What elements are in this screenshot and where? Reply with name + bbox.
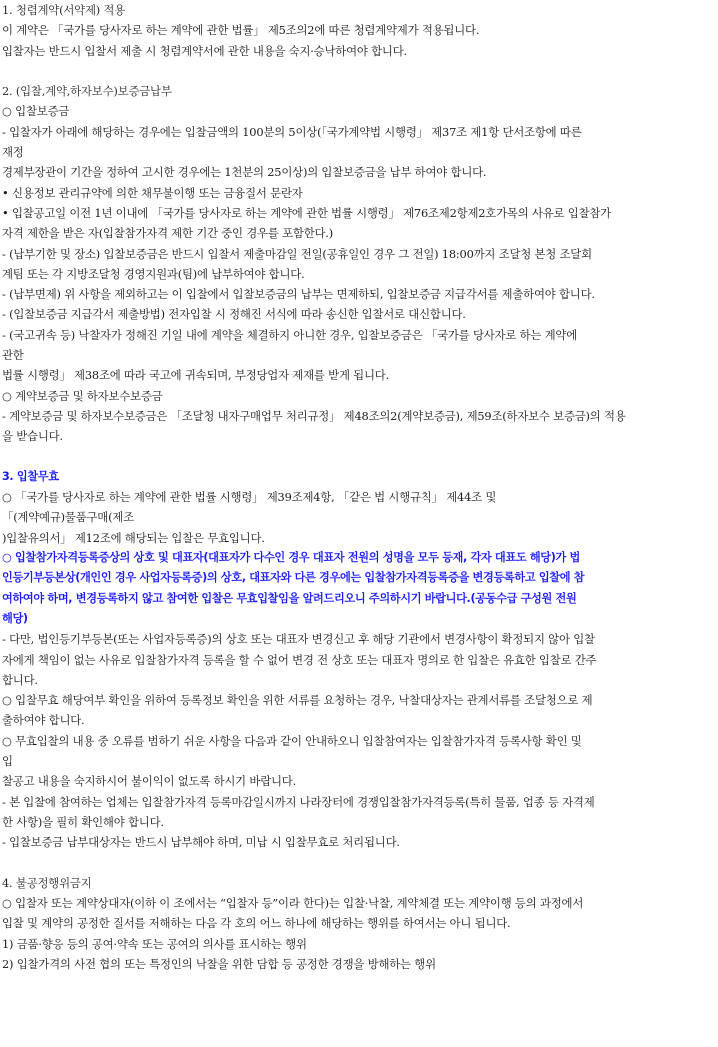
blank-line — [2, 447, 716, 467]
paragraph-line: - 다만, 법인등기부등본(또는 사업자등록증)의 상호 또는 대표자 변경신고 후 해당 기관에서 변경사항이 확정되지 않아 입찰 — [2, 632, 595, 647]
bullet-item: • 신용정보 관리규약에 의한 채무불이행 또는 금융질서 문란자 — [2, 185, 303, 200]
paragraph-line: 출하여야 합니다. — [2, 713, 85, 728]
paragraph-line: 한 사항)을 필히 확인해야 합니다. — [2, 814, 164, 829]
paragraph-line: 입찰 및 계약의 공정한 질서를 저해하는 다음 각 호의 어느 하나에 해당하는 행위를 하여서는 아니 됩니다. — [2, 916, 511, 931]
paragraph-line: - 계약보증금 및 하자보수보증금은 「조달청 내자구매업무 처리규정」 제48조의2(계약보증금), 제59조(하자보수 보증금)의 적용 — [2, 408, 626, 423]
paragraph-line: )입찰유의서」 제12조에 해당되는 입찰은 무효입니다. — [2, 530, 265, 545]
subheading-contract-bond: ○ 계약보증금 및 하자보수보증금 — [2, 388, 163, 403]
paragraph-line: - (납부기한 및 장소) 입찰보증금은 반드시 입찰서 제출마감일 전일(공휴일인 경우 그 전일) 18:00까지 조달청 본청 조달회 — [2, 246, 592, 261]
paragraph-line: - (국고귀속 등) 낙찰자가 정해진 기일 내에 계약을 체결하지 아니한 경우, 입찰보증금은 「국가를 당사자로 하는 계약에 — [2, 327, 578, 342]
paragraph-line: - 입찰보증금 납부대상자는 반드시 납부해야 하며, 미납 시 입찰무효로 처리됩니다. — [2, 835, 400, 850]
blank-line — [2, 61, 716, 81]
subheading-bid-bond: ○ 입찰보증금 — [2, 104, 70, 119]
paragraph-line: - 입찰자가 아래에 해당하는 경우에는 입찰금액의 100분의 5이상(「국가계약법 시행령」 제37조 제1항 단서조항에 따른 — [2, 124, 582, 139]
highlighted-notice-line: 해당) — [2, 611, 28, 625]
numbered-item: 1) 금품·향응 등의 공여·약속 또는 공여의 의사를 표시하는 행위 — [2, 936, 307, 951]
blank-line — [2, 852, 716, 872]
paragraph-line: 찰공고 내용을 숙지하시어 불이익이 없도록 하시기 바랍니다. — [2, 774, 297, 789]
section-2-title: 2. (입찰,계약,하자보수)보증금납부 — [2, 84, 172, 99]
section-3-title: 3. 입찰무효 — [2, 469, 59, 483]
paragraph-line: ○ 입찰자 또는 계약상대자(이하 이 조에서는 “입찰자 등”이라 한다)는 입찰·낙찰, 계약체결 또는 계약이행 등의 과정에서 — [2, 896, 584, 911]
highlighted-notice-line: 인등기부등본상(개인인 경우 사업자등록증)의 상호, 대표자와 다른 경우에는 입찰참가자격등록증을 변경등록하고 입찰에 참 — [2, 571, 585, 585]
paragraph-line: - 본 입찰에 참여하는 업체는 입찰참가자격 등록마감일시까지 나라장터에 경쟁입찰참가자격등록(특히 물품, 업종 등 자격제 — [2, 794, 595, 809]
paragraph-line: 합니다. — [2, 672, 38, 687]
bullet-item: • 입찰공고일 이전 1년 이내에 「국가를 당사자로 하는 계약에 관한 법률 시행령」 제76조제2항제2호가목의 사유로 입찰참가 — [2, 205, 611, 220]
paragraph-line: - (납부면제) 위 사항을 제외하고는 이 입찰에서 입찰보증금의 납부는 면제하되, 입찰보증금 지급각서를 제출하여야 합니다. — [2, 287, 595, 302]
highlighted-notice-line: 여하여야 하며, 변경등록하지 않고 참여한 입찰은 무효입찰임을 알려드리오니 주의하시기 바랍니다.(공동수급 구성원 전원 — [2, 591, 577, 605]
paragraph-line: 재정 — [2, 145, 24, 160]
paragraph-line: - (입찰보증금 지급각서 제출방법) 전자입찰 시 정해진 서식에 따라 송신한 입찰서로 대신합니다. — [2, 307, 466, 322]
paragraph-line: 자에게 책임이 없는 사유로 입찰참가자격 등록을 할 수 없어 변경 전 상호 또는 대표자 명의로 한 입찰은 유효한 입찰로 간주 — [2, 652, 597, 667]
paragraph-line: 입찰자는 반드시 입찰서 제출 시 청렴계약서에 관한 내용을 숙지·승낙하여야 합니다. — [2, 43, 407, 58]
section-4-title: 4. 불공정행위금지 — [2, 875, 92, 890]
paragraph-line: 입 — [2, 753, 13, 768]
paragraph-line: 법률 시행령」 제38조에 따라 국고에 귀속되며, 부정당업자 제재를 받게 됩니다. — [2, 368, 390, 383]
paragraph-line: 을 받습니다. — [2, 429, 63, 444]
paragraph-line: ○ 무효입찰의 내용 중 오류를 범하기 쉬운 사항을 다음과 같이 안내하오니 입찰참여자는 입찰참가자격 등록사항 확인 및 — [2, 733, 582, 748]
section-1-title: 1. 청렴계약(서약제) 적용 — [2, 3, 126, 17]
document-body — [2, 0, 716, 974]
paragraph-line: 경제부장관이 기간을 정하여 고시한 경우에는 1천분의 25이상)의 입찰보증금을 납부 하여야 합니다. — [2, 165, 487, 180]
paragraph-line: ○ 입찰무효 해당여부 확인을 위하여 등록정보 확인을 위한 서류를 요청하는 경우, 낙찰대상자는 관계서류를 조달청으로 제 — [2, 693, 593, 708]
paragraph-line: ○ 「국가를 당사자로 하는 계약에 관한 법률 시행령」 제39조제4항, 「같은 법 시행규칙」 제44조 및 — [2, 490, 497, 505]
paragraph-line: 자격 제한을 받은 자(입찰참가자격 제한 기간 중인 경우를 포함한다.) — [2, 226, 333, 241]
paragraph-line: 이 계약은 「국가를 당사자로 하는 계약에 관한 법률」 제5조의2에 따른 청렴계약제가 적용됩니다. — [2, 23, 480, 38]
highlighted-notice-line: ○ 입찰참가자격등록증상의 상호 및 대표자(대표자가 다수인 경우 대표자 전원의 성명을 모두 등재, 각자 대표도 해당)가 법 — [2, 551, 580, 565]
numbered-item: 2) 입찰가격의 사전 협의 또는 특정인의 낙찰을 위한 담합 등 공정한 경쟁을 방해하는 행위 — [2, 956, 436, 971]
paragraph-line: 관한 — [2, 348, 24, 363]
paragraph-line: 「(계약예규)물품구매(제조 — [2, 510, 134, 525]
paragraph-line: 계팀 또는 각 지방조달청 경영지원과(팀)에 납부하여야 합니다. — [2, 266, 305, 281]
